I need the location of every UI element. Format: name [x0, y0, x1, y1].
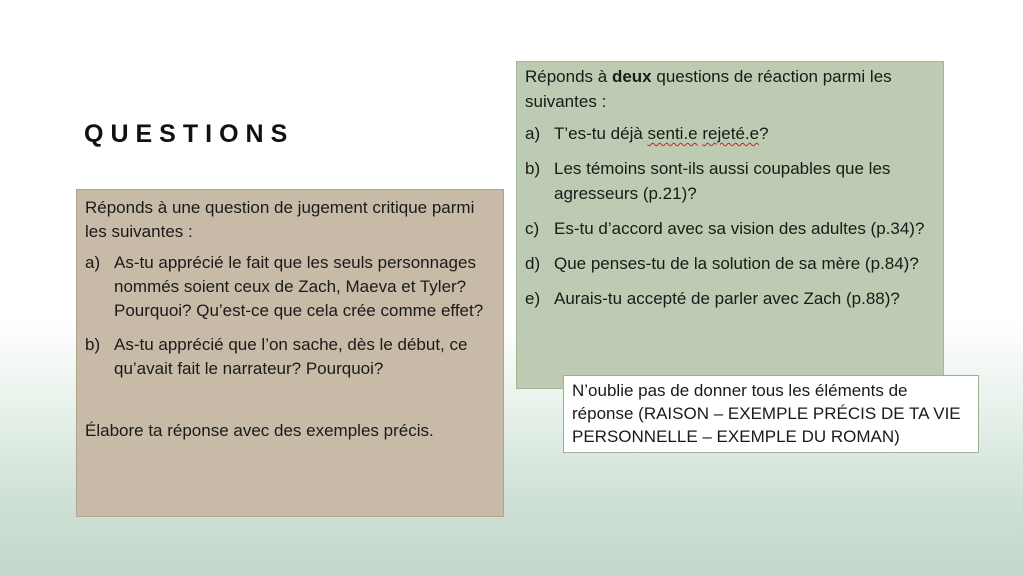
question-text [554, 121, 935, 146]
list-item [525, 286, 935, 311]
list-marker: d) [525, 254, 541, 273]
critical-judgment-intro: Réponds à une question de jugement critique parmi les suivantes : [85, 198, 475, 241]
critical-judgment-box [76, 189, 504, 517]
reminder-note [563, 375, 979, 453]
list-item [525, 251, 935, 276]
reminder-note-text: N’oublie pas de donner tous les éléments de réponse (RAISON – EXEMPLE PRÉCIS DE TA VIE PERSONNELLE – EXEMPLE DU ROMAN) [572, 381, 961, 446]
list-marker: a) [525, 124, 541, 143]
reaction-intro-start: Réponds à [525, 67, 612, 86]
reaction-intro-end: questions de réaction parmi les suivantes : [525, 67, 892, 111]
spellcheck-word: rejeté.e [702, 124, 760, 143]
spacer [85, 391, 495, 419]
reaction-list [525, 121, 935, 311]
closing-instruction: Élabore ta réponse avec des exemples précis. [85, 421, 434, 440]
list-item [525, 216, 935, 241]
list-item [85, 251, 495, 323]
list-item [525, 156, 935, 206]
list-marker: e) [525, 289, 541, 308]
question-text: Es-tu d’accord avec sa vision des adultes (p.34)? [554, 219, 925, 238]
slide-title: QUESTIONS [84, 120, 295, 148]
list-marker: b) [85, 335, 101, 354]
question-text-end: ? [759, 124, 769, 143]
question-text: As-tu apprécié le fait que les seuls personnages nommés soient ceux de Zach, Maeva et Tyler? Pourquoi? Qu’est-ce que cela crée comme effet? [114, 253, 484, 320]
reaction-questions-box [516, 61, 944, 389]
list-marker: c) [525, 219, 540, 238]
reaction-intro [525, 64, 935, 114]
list-marker: a) [85, 253, 101, 272]
spellcheck-word: senti.e [647, 124, 698, 143]
list-item [85, 333, 495, 381]
question-text: Que penses-tu de la solution de sa mère (p.84)? [554, 254, 919, 273]
list-item [525, 121, 935, 146]
question-text: Les témoins sont-ils aussi coupables que les agresseurs (p.21)? [554, 159, 891, 203]
question-text-start: T’es-tu déjà [554, 124, 648, 143]
critical-judgment-list [85, 251, 495, 381]
question-text: As-tu apprécié que l’on sache, dès le début, ce qu’avait fait le narrateur? Pourquoi? [114, 335, 468, 378]
list-marker: b) [525, 159, 541, 178]
question-text: Aurais-tu accepté de parler avec Zach (p.88)? [554, 289, 900, 308]
reaction-intro-bold: deux [611, 67, 652, 86]
